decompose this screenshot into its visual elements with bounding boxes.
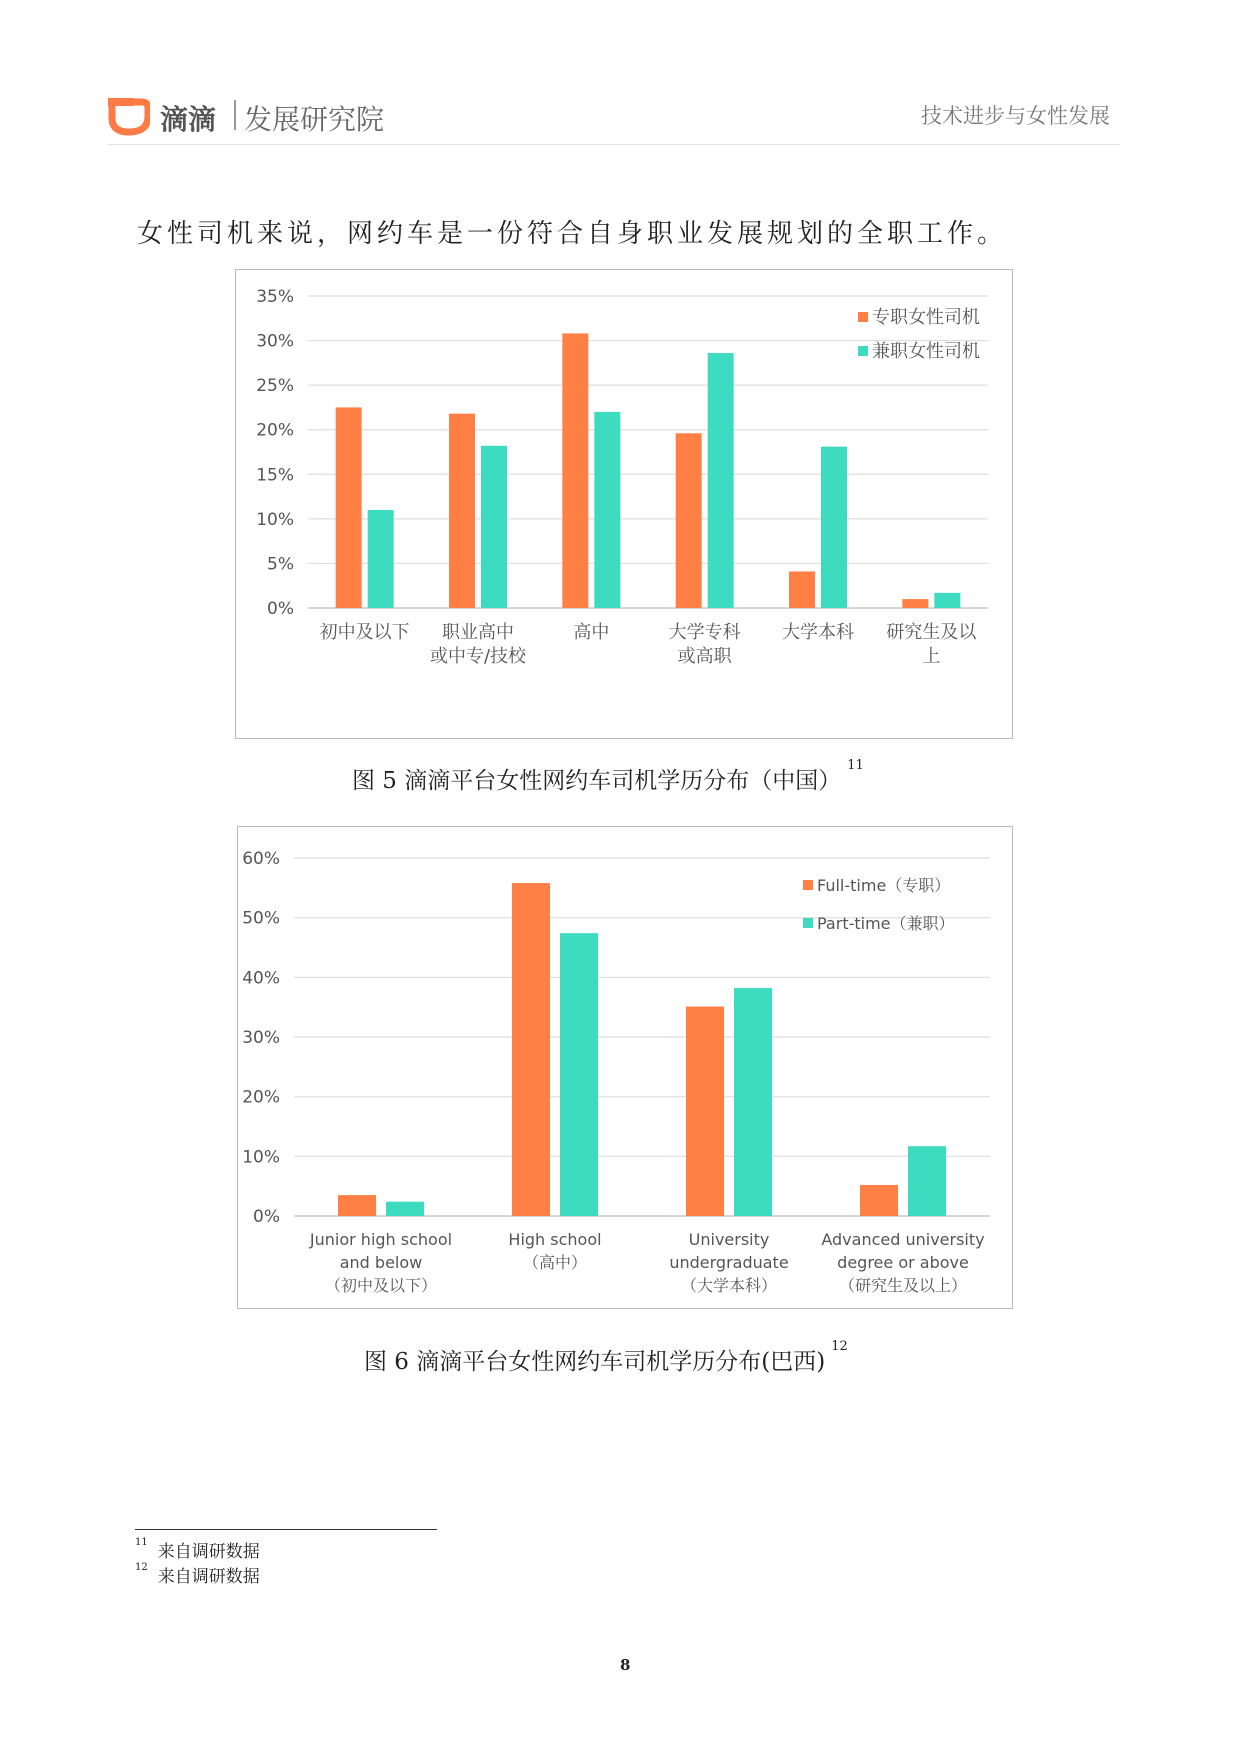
legend-label: Part-time（兼职） — [817, 914, 955, 933]
page-header — [108, 92, 1120, 145]
x-category-label: and below — [339, 1253, 423, 1272]
footnote-text: 来自调研数据 — [157, 1542, 260, 1562]
header-section-title: 技术进步与女性发展 — [921, 104, 1110, 128]
brand-divider — [234, 100, 236, 130]
bar — [338, 1195, 376, 1216]
legend-swatch — [858, 346, 868, 356]
footnote-divider — [135, 1529, 437, 1530]
figure-caption-5 — [352, 758, 864, 795]
x-category-label: 初中及以下 — [319, 622, 410, 643]
caption-text: 图 6 滴滴平台女性网约车司机学历分布(巴西) — [364, 1349, 826, 1375]
bar — [594, 412, 620, 608]
y-tick-label: 0% — [253, 1207, 280, 1227]
brand-subtitle: 发展研究院 — [244, 103, 385, 136]
bar — [562, 333, 588, 608]
x-category-label: 或中专/技校 — [429, 646, 527, 667]
y-tick-label: 10% — [256, 509, 294, 530]
y-tick-label: 20% — [242, 1087, 280, 1108]
bar — [708, 353, 734, 608]
y-tick-label: 60% — [242, 849, 280, 869]
x-category-label: 上 — [922, 646, 941, 667]
bar — [860, 1185, 898, 1216]
chart-china-box — [235, 269, 1013, 739]
bar — [686, 1007, 724, 1216]
x-category-label: （高中） — [522, 1253, 588, 1272]
chart-china — [236, 270, 1012, 738]
bar — [386, 1202, 424, 1216]
x-category-label: （大学本科） — [680, 1276, 778, 1295]
x-category-label: Junior high school — [309, 1230, 453, 1249]
x-category-label: High school — [508, 1230, 602, 1249]
bar — [336, 407, 362, 608]
x-category-label: degree or above — [837, 1253, 969, 1272]
legend-swatch — [803, 918, 813, 928]
y-tick-label: 35% — [256, 287, 294, 307]
bar — [902, 599, 928, 608]
bar — [734, 988, 772, 1216]
x-category-label: undergraduate — [669, 1253, 789, 1272]
x-category-label: 或高职 — [677, 646, 732, 667]
bar — [449, 414, 475, 608]
bar — [908, 1146, 946, 1216]
bar — [934, 593, 960, 608]
y-tick-label: 50% — [242, 908, 280, 929]
y-tick-label: 5% — [267, 554, 294, 575]
chart-brazil — [238, 827, 1012, 1308]
legend-label: Full-time（专职） — [817, 876, 951, 895]
brand-name: 滴滴 — [160, 103, 217, 136]
x-category-label: 研究生及以 — [886, 622, 977, 643]
y-tick-label: 0% — [267, 599, 294, 619]
legend-label: 专职女性司机 — [872, 307, 980, 328]
chart-brazil-box — [237, 826, 1013, 1309]
footnote-12 — [135, 1562, 260, 1587]
x-category-label: 职业高中 — [442, 622, 514, 643]
x-category-label: （初中及以下） — [324, 1276, 438, 1295]
bar — [512, 883, 550, 1216]
figure-caption-6 — [364, 1339, 848, 1376]
didi-logo-icon — [108, 98, 150, 136]
footnote-11 — [135, 1537, 260, 1562]
y-tick-label: 10% — [242, 1147, 280, 1168]
body-paragraph: 女性司机来说，网约车是一份符合自身职业发展规划的全职工作。 — [137, 219, 1008, 249]
bar — [560, 933, 598, 1216]
footnote-ref-11[interactable]: 11 — [847, 758, 864, 773]
bar — [676, 433, 702, 608]
x-category-label: Advanced university — [821, 1230, 985, 1249]
x-category-label: （研究生及以上） — [838, 1276, 968, 1295]
footnote-number: 11 — [135, 1537, 148, 1548]
bar — [481, 446, 507, 608]
y-tick-label: 30% — [256, 331, 294, 352]
x-category-label: University — [688, 1230, 770, 1249]
bar — [821, 447, 847, 608]
footnote-text: 来自调研数据 — [157, 1567, 260, 1587]
y-tick-label: 30% — [242, 1028, 280, 1048]
y-tick-label: 20% — [256, 420, 294, 441]
y-tick-label: 15% — [256, 465, 294, 486]
legend-label: 兼职女性司机 — [872, 341, 980, 362]
footnote-number: 12 — [135, 1562, 148, 1573]
bar — [789, 571, 815, 608]
legend-swatch — [803, 880, 813, 890]
footnote-ref-12[interactable]: 12 — [831, 1339, 848, 1354]
x-category-label: 大学专科 — [668, 622, 741, 643]
bar — [368, 510, 394, 608]
caption-text: 图 5 滴滴平台女性网约车司机学历分布（中国） — [352, 768, 842, 794]
y-tick-label: 40% — [242, 968, 280, 989]
legend-swatch — [858, 312, 868, 322]
y-tick-label: 25% — [256, 376, 294, 397]
x-category-label: 大学本科 — [782, 622, 854, 643]
x-category-label: 高中 — [573, 622, 610, 643]
page-number: 8 — [620, 1656, 631, 1674]
